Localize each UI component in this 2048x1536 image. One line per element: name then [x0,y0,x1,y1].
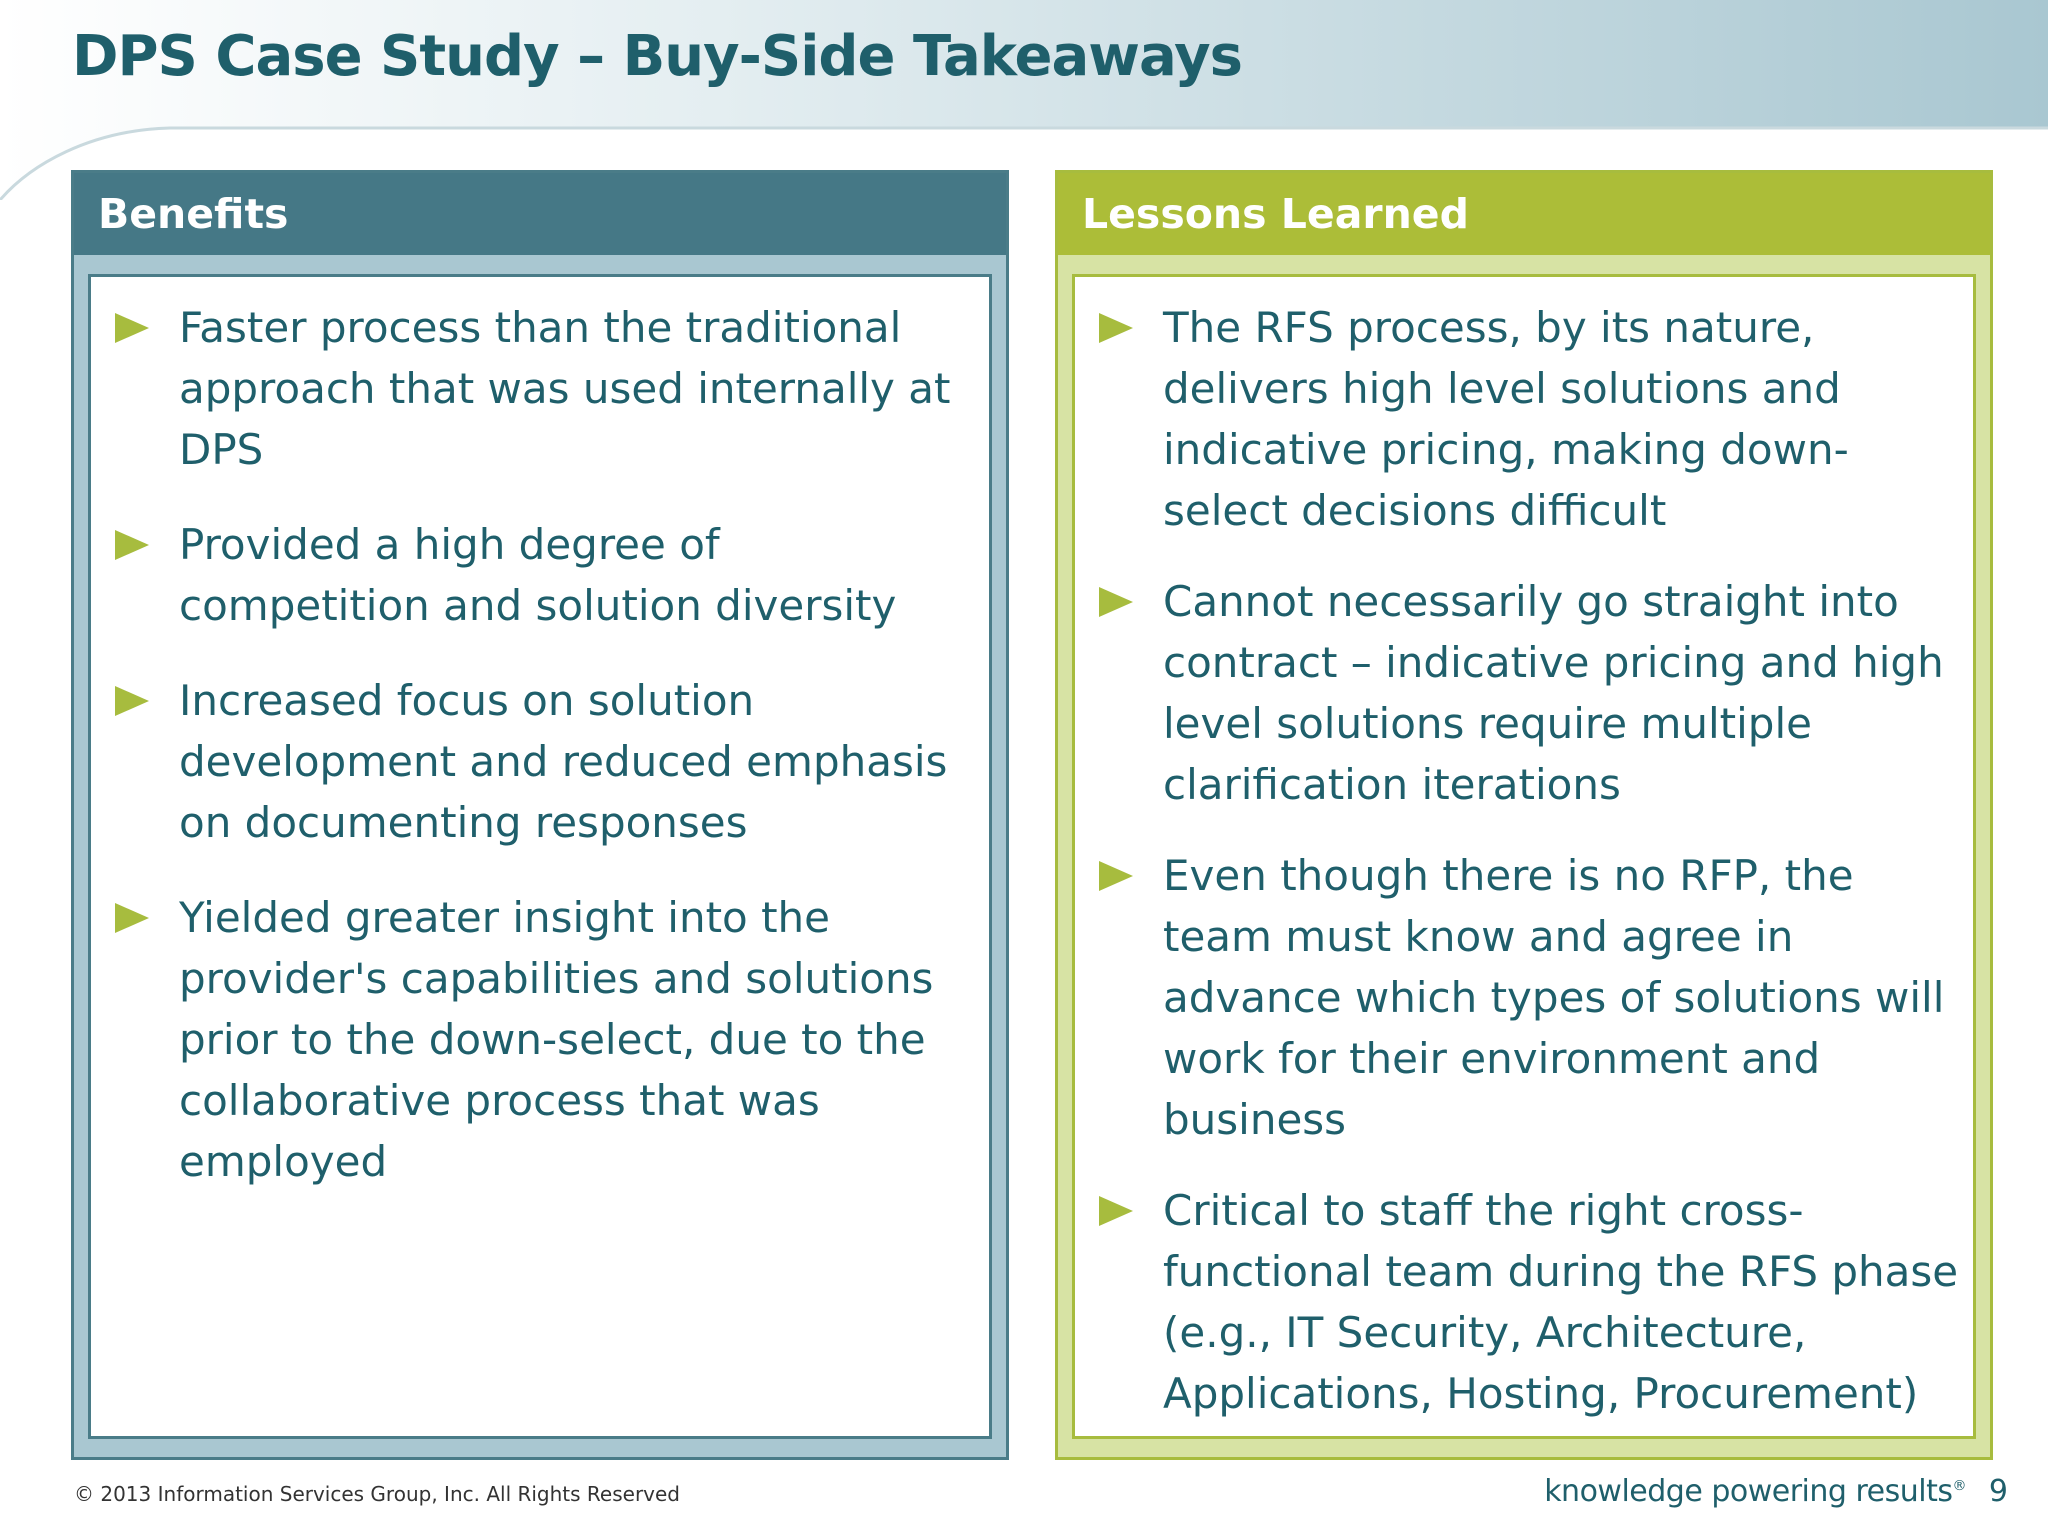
list-item-text: Yielded greater insight into the provider's capabilities and solutions prior to the down-select, due to the collaborative process that was employed [179,893,934,1186]
triangle-right-icon [115,297,151,358]
benefits-panel [71,170,1009,1460]
triangle-right-icon [115,887,151,948]
list-item-text: Increased focus on solution development and reduced emphasis on documenting responses [179,676,948,847]
list-item-text: Faster process than the traditional approach that was used internally at DPS [179,303,951,474]
triangle-right-icon [115,514,151,575]
list-item-text: Provided a high degree of competition and solution diversity [179,520,897,630]
list-item-text: Even though there is no RFP, the team must know and agree in advance which types of solutions will work for their environment and business [1163,851,1945,1144]
list-item-text: The RFS process, by its nature, delivers high level solutions and indicative pricing, making down-select decisions difficult [1163,303,1849,535]
list-item [1099,571,1959,815]
copyright-notice: © 2013 Information Services Group, Inc. All Rights Reserved [74,1482,681,1506]
list-item-text: Critical to staff the right cross-functional team during the RFS phase (e.g., IT Security, Architecture, Applications, Hosting, Procurement) [1163,1186,1959,1418]
list-item [115,297,975,480]
company-tagline [1544,1474,1966,1509]
registered-mark: ® [1952,1478,1966,1494]
lessons-learned-panel [1055,170,1993,1460]
triangle-right-icon [1099,1180,1135,1241]
benefits-list [91,277,989,1192]
benefits-body [88,274,992,1439]
triangle-right-icon [1099,571,1135,632]
list-item [115,670,975,853]
list-item [1099,297,1959,541]
list-item-text: Cannot necessarily go straight into contract – indicative pricing and high level solutions require multiple clarification iterations [1163,577,1944,809]
page-number: 9 [1988,1474,2008,1509]
tagline-text: knowledge powering results [1544,1474,1953,1509]
list-item [1099,1180,1959,1424]
list-item [1099,845,1959,1150]
triangle-right-icon [115,670,151,731]
lessons-learned-body [1072,274,1976,1439]
page-title: DPS Case Study – Buy-Side Takeaways [72,24,1242,89]
benefits-heading: Benefits [74,173,1006,255]
triangle-right-icon [1099,297,1135,358]
lessons-learned-list [1075,277,1973,1424]
lessons-learned-heading: Lessons Learned [1058,173,1990,255]
list-item [115,887,975,1192]
triangle-right-icon [1099,845,1135,906]
list-item [115,514,975,636]
